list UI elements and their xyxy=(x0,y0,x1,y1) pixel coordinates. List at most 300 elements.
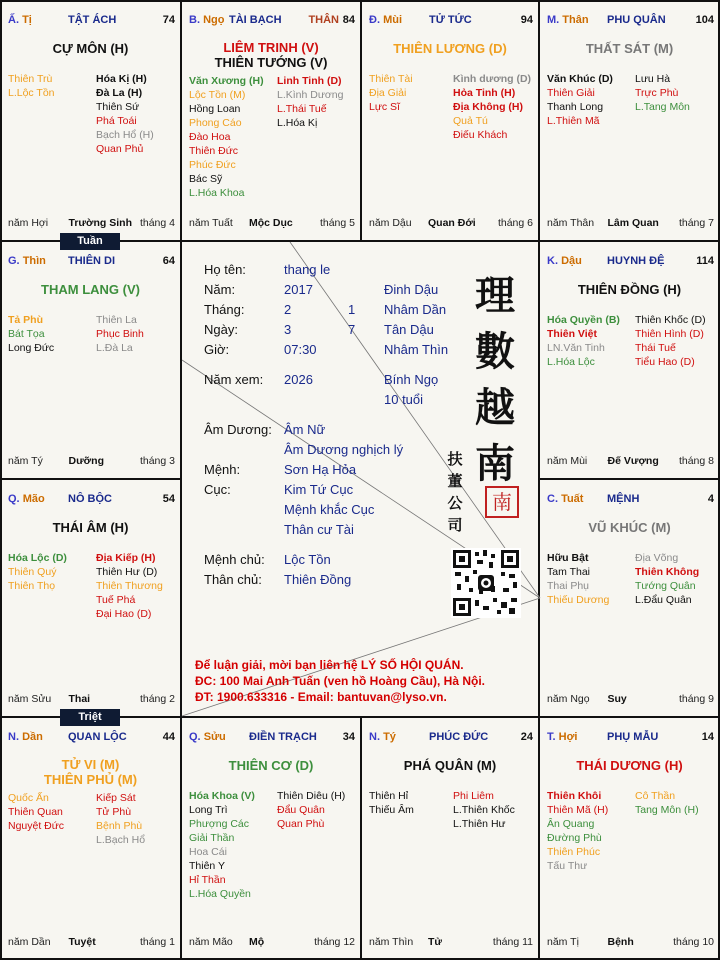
minor-star: Long Đức xyxy=(8,342,55,354)
life-phase: Tuyệt xyxy=(68,936,96,948)
minor-star: Thai Phụ xyxy=(547,580,590,592)
palace-footer xyxy=(189,936,355,950)
palace-name: NÔ BỘC xyxy=(68,493,112,505)
minor-star: Hữu Bật xyxy=(547,552,589,564)
palace-footer xyxy=(547,455,714,469)
minor-star: Thiên Hư (D) xyxy=(96,566,158,578)
palace-footer xyxy=(547,217,714,231)
info-label: Thân chủ: xyxy=(204,572,262,587)
minor-star: Kình dương (D) xyxy=(453,73,532,85)
month-label: tháng 9 xyxy=(678,693,714,705)
minor-star: Lực Sĩ xyxy=(369,101,400,113)
info-value: Kim Tứ Cục xyxy=(284,482,354,497)
year-label: năm Thân xyxy=(547,217,595,229)
info-value: 1 xyxy=(348,302,356,317)
minor-star: Tử Phù xyxy=(96,806,132,818)
life-phase: Đế Vượng xyxy=(607,455,659,467)
left-star-list xyxy=(547,551,609,607)
minor-star: Thiên Tài xyxy=(369,73,413,85)
minor-star: Văn Khúc (D) xyxy=(547,73,613,85)
right-star-list xyxy=(96,551,163,621)
minor-star: Quan Phủ xyxy=(96,143,144,155)
main-star: THIÊN CƠ (D) xyxy=(228,758,314,773)
palace-header xyxy=(189,731,355,745)
calligraphy-big: 理數越南 xyxy=(475,272,515,487)
info-label: Năm xem: xyxy=(204,372,264,387)
info-label: Họ tên: xyxy=(204,262,246,277)
palace-header xyxy=(547,493,714,507)
earthly-branch: Thân xyxy=(562,14,589,26)
right-star-list xyxy=(635,72,690,114)
life-phase: Quan Đới xyxy=(428,217,476,229)
info-label: Mệnh chủ: xyxy=(204,552,265,567)
minor-star: Bạch Hổ (H) xyxy=(96,129,154,141)
palace-cell-dan[interactable] xyxy=(0,717,181,960)
minor-star: Văn Xương (H) xyxy=(189,75,264,87)
info-label: Âm Dương: xyxy=(204,422,272,437)
minor-star: Thiên Sứ xyxy=(96,101,140,113)
minor-star: Thiên Quan xyxy=(8,806,63,818)
life-phase: Trường Sinh xyxy=(68,217,132,229)
life-phase: Mộc Dục xyxy=(249,217,293,229)
earthly-branch: Tý xyxy=(383,731,396,743)
year-label: năm Sửu xyxy=(8,693,52,705)
minor-star: L.Kình Dương xyxy=(277,89,344,101)
palace-age-number: 74 xyxy=(162,14,175,26)
minor-star: Hỉ Thần xyxy=(189,874,226,886)
info-value: Âm Nữ xyxy=(284,422,326,437)
palace-position xyxy=(8,731,43,743)
year-label: năm Tị xyxy=(547,936,579,948)
palace-name: TỬ TỨC xyxy=(429,14,472,26)
minor-star: Tả Phù xyxy=(8,314,44,326)
palace-cell-ty[interactable] xyxy=(361,717,539,960)
minor-star: Hỏa Tinh (H) xyxy=(453,87,516,99)
palace-position xyxy=(369,14,402,26)
palace-cell-ngo[interactable] xyxy=(181,0,361,241)
info-label: Cục: xyxy=(204,482,231,497)
left-star-list xyxy=(8,551,67,593)
minor-star: Thiên Mã (H) xyxy=(547,804,609,816)
minor-star: Phi Liêm xyxy=(453,790,494,802)
info-value: thang le xyxy=(284,262,331,277)
right-star-list xyxy=(635,551,699,607)
minor-star: Bệnh Phù xyxy=(96,820,143,832)
earthly-branch: Dần xyxy=(22,731,43,743)
palace-cell-dau[interactable] xyxy=(539,241,720,479)
minor-star: Phượng Các xyxy=(189,818,250,830)
minor-star: Tang Môn (H) xyxy=(635,804,699,816)
heavenly-stem: Q. xyxy=(189,731,201,743)
life-phase: Tử xyxy=(428,936,443,948)
calligraphy-small: 扶董公司 xyxy=(447,450,463,534)
palace-footer xyxy=(8,217,175,231)
palace-age-number: 84 xyxy=(342,14,355,26)
month-label: tháng 3 xyxy=(139,455,175,467)
palace-cell-thin[interactable] xyxy=(0,241,181,479)
minor-star: Thiếu Dương xyxy=(547,594,610,606)
minor-star: Ân Quang xyxy=(547,818,595,830)
palace-name: TÀI BẠCH xyxy=(229,14,282,26)
year-label: năm Tý xyxy=(8,455,43,467)
palace-cell-ti[interactable] xyxy=(0,0,181,241)
main-star: THIÊN TƯỚNG (V) xyxy=(214,55,328,70)
right-star-list xyxy=(277,74,343,130)
info-value: 07:30 xyxy=(284,342,317,357)
month-label: tháng 1 xyxy=(139,936,175,948)
life-phase: Suy xyxy=(607,693,627,705)
minor-star: Linh Tinh (D) xyxy=(277,75,342,87)
month-label: tháng 6 xyxy=(497,217,533,229)
minor-star: Tấu Thư xyxy=(547,860,588,872)
palace-position xyxy=(8,255,46,267)
heavenly-stem: M. xyxy=(547,14,560,26)
palace-header xyxy=(547,255,714,269)
right-star-list xyxy=(635,313,706,369)
earthly-branch: Ngọ xyxy=(203,14,225,26)
life-phase: Bệnh xyxy=(607,936,634,948)
minor-star: Thiên Khôi xyxy=(547,790,602,802)
minor-star: Đại Hao (D) xyxy=(96,608,152,620)
minor-star: Thiên Quý xyxy=(8,566,57,578)
palace-cell-suu[interactable] xyxy=(181,717,361,960)
qr-code-icon[interactable] xyxy=(451,548,521,618)
minor-star: Đào Hoa xyxy=(189,131,231,143)
palace-header xyxy=(547,14,714,28)
info-value: 2017 xyxy=(284,282,313,297)
tuan-tag: Tuần xyxy=(60,233,120,250)
minor-star: Thái Tuế xyxy=(635,342,676,354)
minor-star: Thiên Trù xyxy=(8,73,53,85)
main-star: THIÊN ĐỒNG (H) xyxy=(577,282,682,297)
palace-footer xyxy=(8,455,175,469)
minor-star: Thiên Y xyxy=(189,860,225,872)
info-value: Lộc Tồn xyxy=(284,552,331,567)
minor-star: Giải Thần xyxy=(189,832,235,844)
info-value: 2 xyxy=(284,302,292,317)
life-phase: Dưỡng xyxy=(68,455,104,467)
palace-header xyxy=(8,731,175,745)
month-label: tháng 10 xyxy=(673,936,714,948)
minor-star: Địa Giải xyxy=(369,87,407,99)
palace-name: QUAN LỘC xyxy=(68,731,127,743)
palace-header xyxy=(8,493,175,507)
minor-star: Tiểu Hao (D) xyxy=(635,356,695,368)
palace-age-number: 44 xyxy=(162,731,175,743)
heavenly-stem: N. xyxy=(8,731,19,743)
palace-age-number: 64 xyxy=(162,255,175,267)
palace-position xyxy=(369,731,396,743)
minor-star: L.Hóa Lộc xyxy=(547,356,595,368)
palace-footer xyxy=(547,936,714,950)
palace-name: PHỤ MẪU xyxy=(607,731,659,743)
year-label: năm Dậu xyxy=(369,217,412,229)
palace-age-number: 34 xyxy=(342,731,355,743)
info-value: Âm Dương nghịch lý xyxy=(284,442,404,457)
minor-star: Hoa Cái xyxy=(189,846,227,858)
minor-star: Lưu Hà xyxy=(635,73,671,85)
palace-position xyxy=(547,14,589,26)
right-star-list xyxy=(277,789,345,831)
earthly-branch: Hợi xyxy=(558,731,578,743)
earthly-branch: Mùi xyxy=(383,14,403,26)
info-value: 10 tuổi xyxy=(384,392,424,407)
main-star: THẤT SÁT (M) xyxy=(585,41,674,56)
triet-tag: Triệt xyxy=(60,709,120,726)
left-star-list xyxy=(8,313,54,355)
minor-star: Địa Không (H) xyxy=(453,101,523,113)
palace-footer xyxy=(189,217,355,231)
heavenly-stem: K. xyxy=(547,255,558,267)
info-value: Bính Ngọ xyxy=(384,372,439,387)
minor-star: L.Đà La xyxy=(96,342,133,354)
info-label: Tháng: xyxy=(204,302,245,317)
main-star: THIÊN LƯƠNG (D) xyxy=(393,41,507,56)
info-value: Nhâm Thìn xyxy=(384,342,449,357)
palace-position xyxy=(547,731,577,743)
minor-star: Thiếu Âm xyxy=(369,804,414,816)
minor-star: Tam Thai xyxy=(547,566,590,578)
palace-footer xyxy=(547,693,714,707)
main-star: VŨ KHÚC (M) xyxy=(588,520,671,535)
minor-star: Kiếp Sát xyxy=(96,792,136,804)
month-label: tháng 12 xyxy=(314,936,355,948)
minor-star: Tuế Phá xyxy=(96,594,136,606)
right-star-list xyxy=(453,72,531,142)
minor-star: Điếu Khách xyxy=(453,129,508,141)
minor-star: Thiên Giải xyxy=(547,87,595,99)
year-label: năm Ngọ xyxy=(547,693,590,705)
palace-name: PHÚC ĐỨC xyxy=(429,731,489,743)
minor-star: Thiên Phúc xyxy=(547,846,601,858)
main-star: THIÊN PHỦ (M) xyxy=(43,772,138,787)
palace-name: ĐIỀN TRẠCH xyxy=(249,731,317,743)
right-star-list xyxy=(96,313,144,355)
earthly-branch: Dậu xyxy=(561,255,582,267)
right-star-list xyxy=(96,72,154,156)
left-star-list xyxy=(189,74,264,200)
main-star: TỬ VI (M) xyxy=(61,757,120,772)
main-star: LIÊM TRINH (V) xyxy=(223,40,319,55)
month-label: tháng 4 xyxy=(139,217,175,229)
palace-header xyxy=(369,731,533,745)
red-seal: 南 xyxy=(485,486,519,518)
palace-header xyxy=(8,14,175,28)
minor-star: L.Hóa Kị xyxy=(277,117,318,129)
year-label: năm Dần xyxy=(8,936,51,948)
left-star-list xyxy=(8,791,64,833)
minor-star: Phá Toái xyxy=(96,115,137,127)
palace-header xyxy=(547,731,714,745)
heavenly-stem: Đ. xyxy=(369,14,380,26)
left-star-list xyxy=(547,72,613,128)
palace-footer xyxy=(8,936,175,950)
minor-star: Thiên Hỉ xyxy=(369,790,409,802)
minor-star: Long Trì xyxy=(189,804,228,816)
main-star: THÁI ÂM (H) xyxy=(52,520,129,535)
life-phase: Mộ xyxy=(249,936,265,948)
minor-star: L.Hóa Khoa xyxy=(189,187,245,199)
minor-star: Đẩu Quân xyxy=(277,804,325,816)
life-phase: Thai xyxy=(68,693,91,705)
minor-star: Địa Kiếp (H) xyxy=(96,552,156,564)
year-label: năm Mão xyxy=(189,936,233,948)
main-star: CỰ MÔN (H) xyxy=(52,41,129,56)
minor-star: Nguyệt Đức xyxy=(8,820,65,832)
minor-star: Hóa Lộc (D) xyxy=(8,552,67,564)
palace-name: THIÊN DI xyxy=(68,255,116,267)
info-value: Đinh Dậu xyxy=(384,282,439,297)
heavenly-stem: Ấ. xyxy=(8,14,19,26)
palace-header xyxy=(189,14,355,28)
info-label: Mệnh: xyxy=(204,462,241,477)
main-star: THÁI DƯƠNG (H) xyxy=(576,758,683,773)
palace-header xyxy=(369,14,533,28)
minor-star: Đường Phù xyxy=(547,832,602,844)
left-star-list xyxy=(8,72,55,100)
minor-star: Thiên Khốc (D) xyxy=(635,314,706,326)
palace-age-number: 114 xyxy=(696,255,714,267)
minor-star: Hóa Quyền (B) xyxy=(547,314,620,326)
minor-star: Thiên Hình (D) xyxy=(635,328,704,340)
info-label: Năm: xyxy=(204,282,236,297)
heavenly-stem: Q. xyxy=(8,493,20,505)
month-label: tháng 7 xyxy=(678,217,714,229)
info-value: Sơn Hạ Hỏa xyxy=(284,462,357,477)
year-label: năm Hợi xyxy=(8,217,49,229)
info-value: 2026 xyxy=(284,372,313,387)
palace-age-number: 24 xyxy=(520,731,533,743)
minor-star: L.Thái Tuế xyxy=(277,103,327,115)
minor-star: Thiên Không xyxy=(635,566,700,578)
year-label: năm Thìn xyxy=(369,936,414,948)
palace-age-number: 4 xyxy=(707,493,714,505)
left-star-list xyxy=(369,789,414,817)
minor-star: Thiên La xyxy=(96,314,137,326)
minor-star: Thiên Diêu (H) xyxy=(277,790,346,802)
minor-star: L.Tang Môn xyxy=(635,101,690,113)
palace-position xyxy=(189,731,226,743)
palace-age-number: 104 xyxy=(695,14,714,26)
info-value: Nhâm Dần xyxy=(384,302,447,317)
palace-name: HUYNH ĐỆ xyxy=(607,255,665,267)
earthly-branch: Tị xyxy=(22,14,32,26)
palace-position xyxy=(8,14,32,26)
info-label: Ngày: xyxy=(204,322,238,337)
palace-cell-hoi[interactable] xyxy=(539,717,720,960)
palace-header xyxy=(8,255,175,269)
contact-line-2: ĐC: 100 Mai Anh Tuấn (ven hồ Hoàng Cầu), Hà Nội. xyxy=(195,674,486,688)
minor-star: Phúc Đức xyxy=(189,159,236,171)
palace-cell-mui[interactable] xyxy=(361,0,539,241)
minor-star: Lộc Tồn (M) xyxy=(189,89,246,101)
minor-star: L.Đẩu Quân xyxy=(635,594,692,606)
contact-line-1: Để luận giải, mời bạn liên hệ LÝ SỐ HỘI QUÁN. xyxy=(195,658,464,672)
palace-cell-tuat[interactable] xyxy=(539,479,720,717)
earthly-branch: Thìn xyxy=(22,255,46,267)
main-star: THAM LANG (V) xyxy=(41,282,140,297)
left-star-list xyxy=(547,789,608,873)
palace-age-number: 94 xyxy=(520,14,533,26)
heavenly-stem: G. xyxy=(8,255,20,267)
minor-star: L.Thiên Mã xyxy=(547,115,600,127)
palace-position xyxy=(8,493,45,505)
minor-star: Đà La (H) xyxy=(96,87,143,99)
palace-position xyxy=(547,255,582,267)
month-label: tháng 2 xyxy=(139,693,175,705)
palace-position xyxy=(547,493,583,505)
month-label: tháng 5 xyxy=(319,217,355,229)
minor-star: Thanh Long xyxy=(547,101,604,113)
minor-star: Hóa Khoa (V) xyxy=(189,790,255,802)
earthly-branch: Tuất xyxy=(561,493,584,505)
palace-cell-than[interactable] xyxy=(539,0,720,241)
minor-star: Thiên Thọ xyxy=(8,580,56,592)
info-label: Giờ: xyxy=(204,342,230,357)
minor-star: Địa Võng xyxy=(635,552,679,564)
palace-name: PHU QUÂN xyxy=(607,14,666,26)
than-marker: THÂN xyxy=(308,14,339,26)
minor-star: L.Thiên Hư xyxy=(453,818,506,830)
right-star-list xyxy=(635,789,699,817)
minor-star: Bát Tọa xyxy=(8,328,45,340)
minor-star: Bác Sỹ xyxy=(189,173,223,185)
palace-age-number: 14 xyxy=(701,731,714,743)
heavenly-stem: C. xyxy=(547,493,558,505)
minor-star: Phục Binh xyxy=(96,328,144,340)
right-star-list xyxy=(453,789,515,831)
month-label: tháng 11 xyxy=(492,936,533,948)
info-value: Thiên Đồng xyxy=(284,572,352,587)
heavenly-stem: T. xyxy=(547,731,556,743)
minor-star: Phong Cáo xyxy=(189,117,242,129)
minor-star: Thiên Thương xyxy=(96,580,163,592)
year-label: năm Mùi xyxy=(547,455,588,467)
right-star-list xyxy=(96,791,145,847)
info-value: Mệnh khắc Cục xyxy=(284,502,375,517)
earthly-branch: Sửu xyxy=(203,731,226,743)
palace-footer xyxy=(8,693,175,707)
palace-age-number: 54 xyxy=(162,493,175,505)
minor-star: L.Thiên Khốc xyxy=(453,804,515,816)
palace-position xyxy=(189,14,224,26)
minor-star: Quả Tú xyxy=(453,115,488,127)
life-phase: Lâm Quan xyxy=(607,217,659,229)
month-label: tháng 8 xyxy=(678,455,714,467)
minor-star: L.Lộc Tồn xyxy=(8,87,55,99)
earthly-branch: Mão xyxy=(22,493,45,505)
palace-cell-mao[interactable] xyxy=(0,479,181,717)
minor-star: Hồng Loan xyxy=(189,103,241,115)
main-star: PHÁ QUÂN (M) xyxy=(403,758,497,773)
palace-footer xyxy=(369,936,533,950)
minor-star: Quan Phù xyxy=(277,818,325,830)
minor-star: L.Hóa Quyền xyxy=(189,888,251,900)
minor-star: Thiên Việt xyxy=(547,328,597,340)
minor-star: Trực Phù xyxy=(635,87,679,99)
left-star-list xyxy=(547,313,620,369)
palace-name: MỆNH xyxy=(607,493,640,505)
contact-line-3: ĐT: 1900.633316 - Email: bantuvan@lyso.vn. xyxy=(195,690,447,704)
minor-star: Thiên Đức xyxy=(189,145,239,157)
info-value: Thân cư Tài xyxy=(284,522,354,537)
left-star-list xyxy=(189,789,255,901)
minor-star: LN.Văn Tinh xyxy=(547,342,605,354)
palace-name: TẬT ÁCH xyxy=(68,14,117,26)
minor-star: L.Bạch Hổ xyxy=(96,834,146,846)
minor-star: Quốc Ấn xyxy=(8,792,49,804)
minor-star: Tướng Quân xyxy=(635,580,696,592)
